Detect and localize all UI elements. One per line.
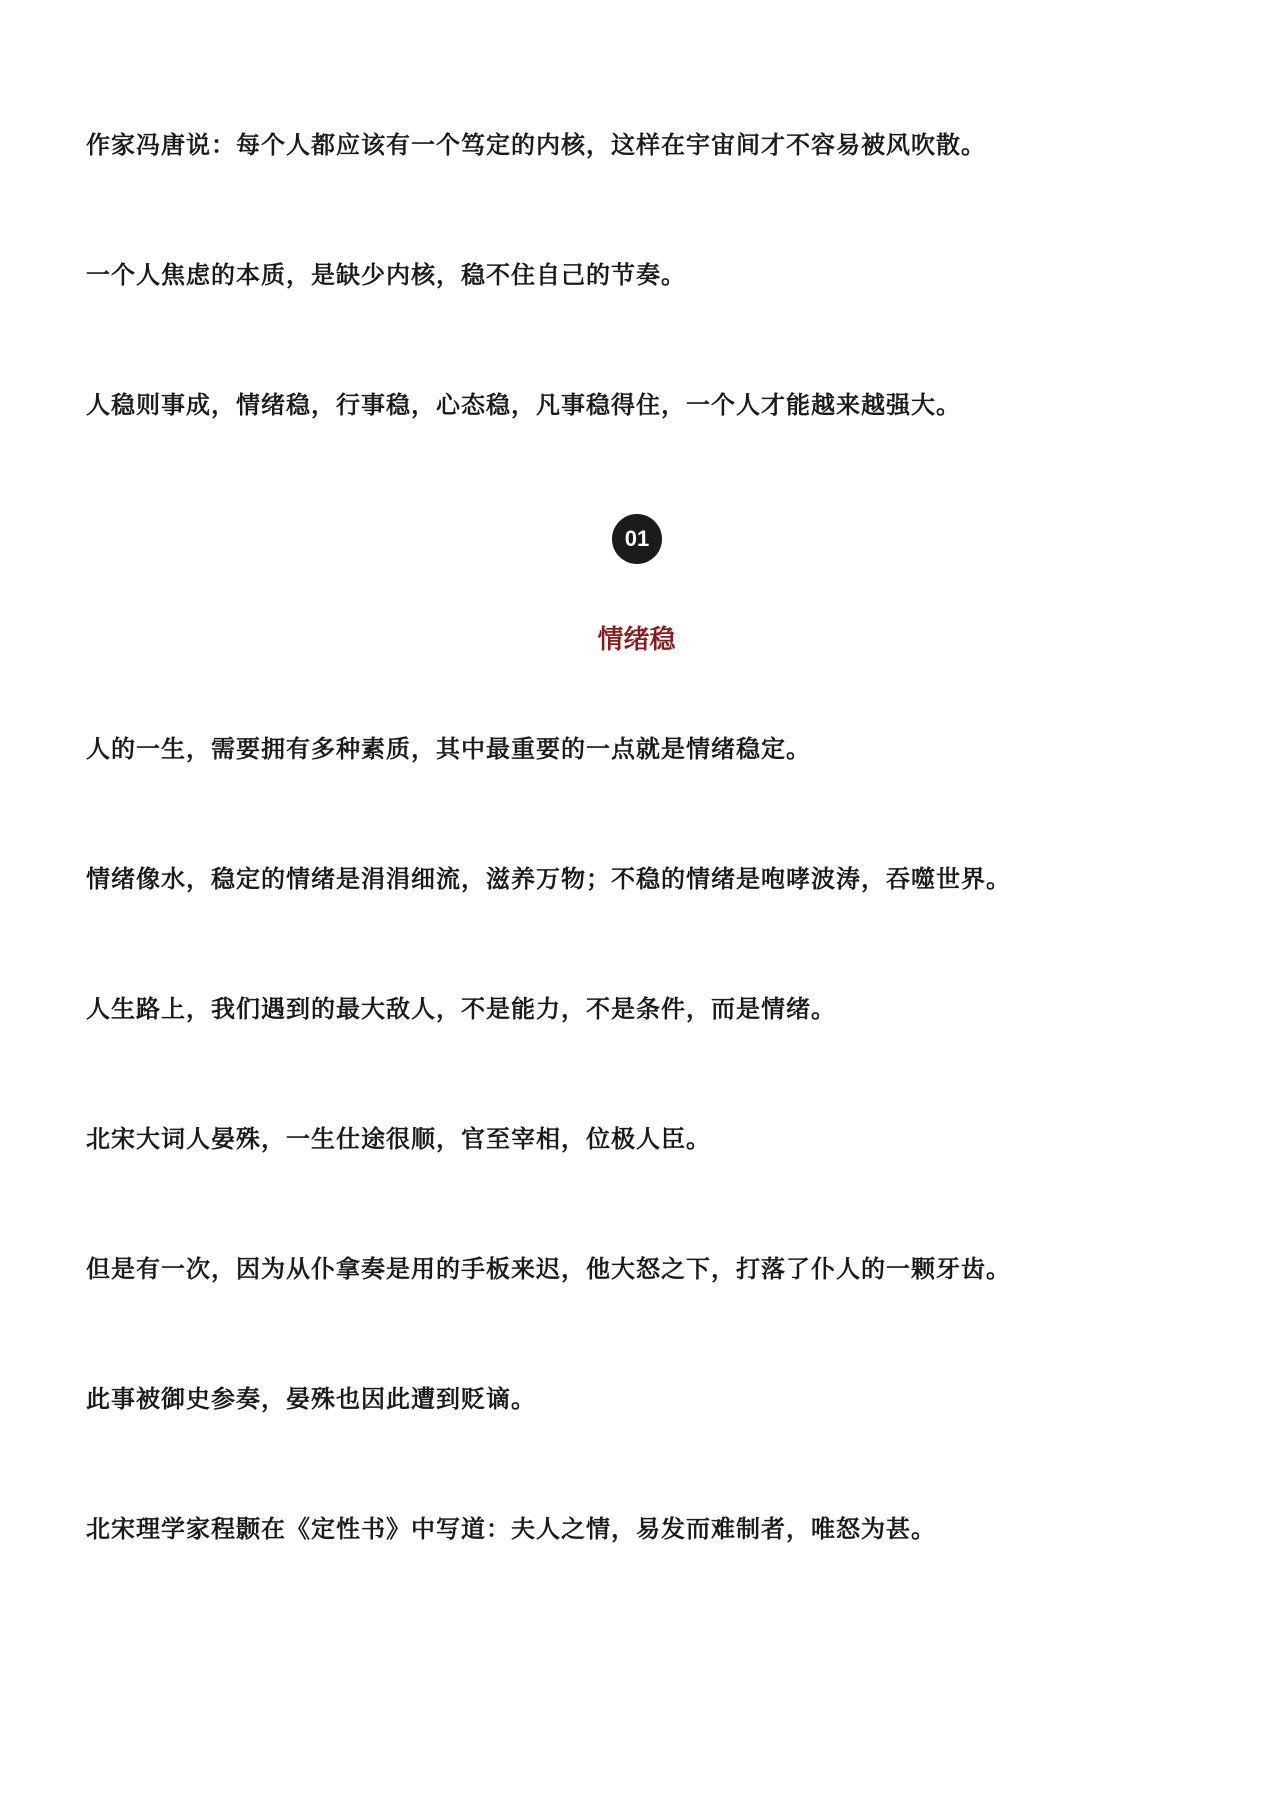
body-paragraph-3: 人生路上，我们遇到的最大敌人，不是能力，不是条件，而是情绪。 [86, 995, 836, 1023]
body-paragraph-2: 情绪像水，稳定的情绪是涓涓细流，滋养万物；不稳的情绪是咆哮波涛，吞噬世界。 [86, 865, 1011, 893]
body-paragraph-6: 此事被御史参奏，晏殊也因此遭到贬谪。 [86, 1385, 536, 1413]
section-number-badge: 01 [612, 514, 662, 564]
body-paragraph-7: 北宋理学家程颢在《定性书》中写道：夫人之情，易发而难制者，唯怒为甚。 [86, 1515, 936, 1543]
body-paragraph-5: 但是有一次，因为从仆拿奏是用的手板来迟，他大怒之下，打落了仆人的一颗牙齿。 [86, 1255, 1011, 1283]
body-paragraph-4: 北宋大词人晏殊，一生仕途很顺，官至宰相，位极人臣。 [86, 1125, 711, 1153]
section-title: 情绪稳 [597, 625, 676, 655]
intro-paragraph-3: 人稳则事成，情绪稳，行事稳，心态稳，凡事稳得住，一个人才能越来越强大。 [86, 391, 961, 419]
intro-paragraph-1: 作家冯唐说：每个人都应该有一个笃定的内核，这样在宇宙间才不容易被风吹散。 [86, 131, 986, 159]
body-paragraph-1: 人的一生，需要拥有多种素质，其中最重要的一点就是情绪稳定。 [86, 735, 811, 763]
intro-paragraph-2: 一个人焦虑的本质，是缺少内核，稳不住自己的节奏。 [86, 261, 686, 289]
